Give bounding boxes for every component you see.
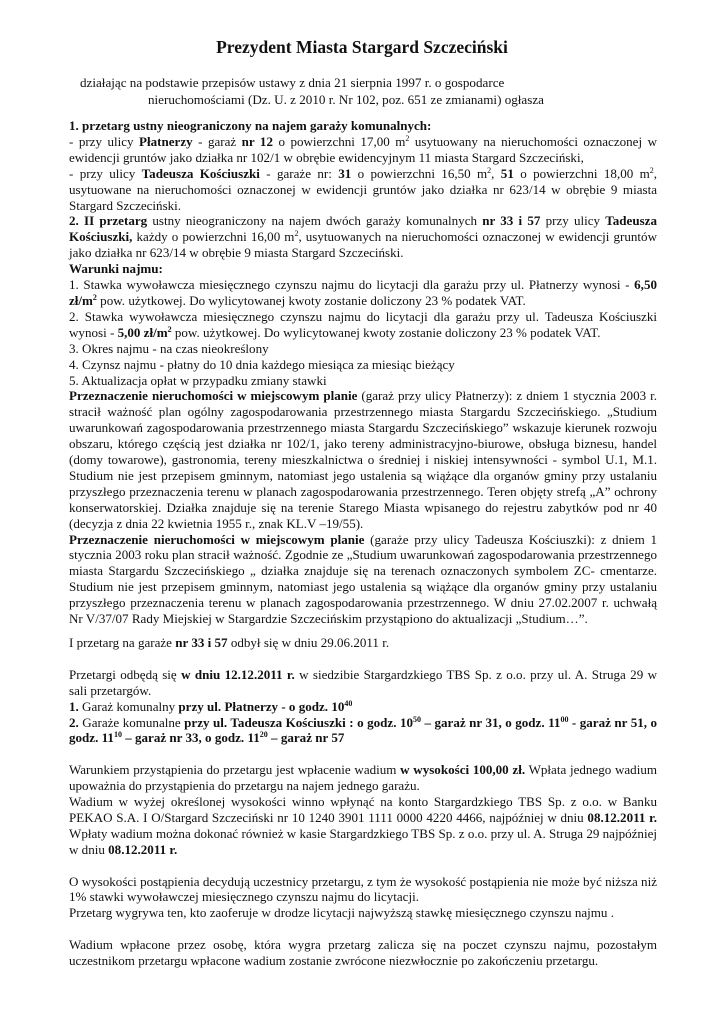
purpose-platnerzy: Przeznaczenie nieruchomości w miejscowym planie (garaż przy ulicy Płatnerzy): z dniem 1 stycznia 2003 r. stracił ważność plan ogólny zagospodarowania przestrzennego miasta Stargardu Szczecińskiego. „Studium uwarunkowań zagospodarowania przestrzennego miasta Stargardu Szczecińskiego” wskazuje kierunek rozwoju obszaru, którego częścią jest działka nr 102/1, jako tereny administracyjno-biurowe, obsługa biznesu, handel (domy towarowe), gastronomia, tereny mieszkalnictwa o średniej i niskiej intensywności - symbol U.1, M.1. Studium nie jest przepisem gminnym, natomiast jego ustalenia są wiążące dla organów gminy przy ustalaniu przyszłego przeznaczenia terenu w planach zagospodarowania przestrzennego. Teren objęty strefą „A” ochrony konserwatorskiej. Działka znajduje się na terenie Starego Miasta wpisanego do rejestru zabytków pod nr 40 (decyzja z dnia 22 kwietnia 1955 r., znak KL.V –19/55). (69, 388, 657, 531)
deposit-paragraph-1: Warunkiem przystąpienia do przetargu jest wpłacenie wadium w wysokości 100,00 zł. Wpłata jednego wadium upoważnia do przystąpienia do przetargu na najem jednego garażu. (69, 762, 657, 794)
schedule-paragraph: Przetargi odbędą się w dniu 12.12.2011 r. w siedzibie Stargardzkiego TBS Sp. z o.o. przy ul. A. Struga 29 w sali przetargów. (69, 666, 658, 698)
section-1-item-kosciuszki: - przy ulicy Tadeusza Kościuszki - garaże nr: 31 o powierzchni 16,50 $m^2$, 51 o powierzchni 18,00 $m^2$, usytuowane na nieruchomości oznaczonej w ewidencji gruntów jako działka nr 623/14 w obrębie 9 miasta Stargard Szczeciński. (69, 165, 658, 213)
condition-2: 2. Stawka wywoławcza miesięcznego czynszu najmu do licytacji dla garażu przy ul. Tadeusza Kościuszki wynosi - 5,00 $zł/m^2$ pow. użytkowej. Do wylicytowanej kwoty zostanie doliczony 23 % podatek VAT. (69, 308, 657, 340)
schedule-item-1: 1. Garaż komunalny przy ul. Płatnerzy - o godz. $10^{40}$ (69, 698, 353, 714)
first-tender-note: I przetarg na garaże nr 33 i 57 odbył się w dniu 29.06.2011 r. (69, 635, 390, 650)
document-body (69, 118, 657, 969)
intro-line-2: nieruchomościami (Dz. U. z 2010 r. Nr 102, poz. 651 ze zmianami) ogłasza (148, 92, 544, 107)
deposit-paragraph-2: Wadium w wyżej określonej wysokości winno wpłynąć na konto Stargardzkiego TBS Sp. z o.o. w Banku PEKAO S.A. I O/Stargard Szczeciński nr 10 1240 3901 1111 0000 4220 4466, najpóźniej w dniu 08.12.2011 r. Wpłaty wadium można dokonać również w kasie Stargardzkiego TBS Sp. z o.o. przy ul. A. Struga 29 najpóźniej w dniu 08.12.2011 r. (69, 794, 657, 857)
page-title: Prezydent Miasta Stargard Szczeciński (216, 37, 508, 57)
intro-paragraph (80, 74, 680, 108)
section-2-paragraph: 2. II przetarg ustny nieograniczony na najem dwóch garaży komunalnych nr 33 i 57 przy ulicy Tadeusza Kościuszki, każdy o powierzchni 16,00 $m^2$, usytuowanych na nieruchomości oznaczonej w ewidencji gruntów jako działka nr 623/14 w obrębie 9 miasta Stargard Szczeciński. (69, 213, 657, 261)
condition-3: 3. Okres najmu - na czas nieokreślony (69, 340, 269, 356)
intro-line-1: działając na podstawie przepisów ustawy z dnia 21 sierpnia 1997 r. o gospodarce (80, 75, 505, 90)
purpose-kosciuszki: Przeznaczenie nieruchomości w miejscowym planie (garaże przy ulicy Tadeusza Kościuszki): z dniem 1 stycznia 2003 roku plan stracił ważność. Zgodnie ze „Studium uwarunkowań zagospodarowania przestrzennego miasta Stargardu Szczecińskiego „ działka znajduje się na terenach oznaczonych symbolem ZC- cmentarze. Studium nie jest przepisem gminnym, natomiast jego ustalenia są wiążące dla organów gminy przy ustalaniu przyszłego przeznaczenia terenu w planach zagospodarowania przestrzennego. W dniu 27.02.2007 r. uchwałą Nr V/37/07 Rady Miejskiej w Stargardzie Szczecińskim przystąpiono do aktualizacji „Studium…”. (69, 531, 657, 627)
bidding-paragraph-2: Przetarg wygrywa ten, kto zaoferuje w drodze licytacji najwyższą stawkę miesięcznego czynszu najmu . (69, 905, 614, 921)
conditions-heading: Warunki najmu: (69, 261, 163, 277)
condition-4: 4. Czynsz najmu - płatny do 10 dnia każdego miesiąca za miesiąc bieżący (69, 356, 455, 372)
schedule-item-2: 2. Garaże komunalne przy ul. Tadeusza Kościuszki : o godz. $10^{50}$ – garaż nr 31, o godz. $11^{00}$ - garaż nr 51, o godz. $11^{10}$ – garaż nr 33, o godz. $11^{20}$ – garaż nr 57 (69, 714, 658, 746)
condition-5: 5. Aktualizacja opłat w przypadku zmiany stawki (69, 372, 327, 388)
section-1-heading: 1. przetarg ustny nieograniczony na najem garaży komunalnych: (69, 118, 432, 133)
bidding-paragraph-1: O wysokości postąpienia decydują uczestnicy przetargu, z tym że wysokość postąpienia nie może być niższa niż 1% stawki wywoławczej miesięcznego czynszu najmu do licytacji. (69, 873, 657, 905)
condition-1: 1. Stawka wywoławcza miesięcznego czynszu najmu do licytacji dla garażu przy ul. Płatnerzy wynosi - 6,50 $zł/m^2$ pow. użytkowej. Do wylicytowanej kwoty zostanie doliczony 23 % podatek VAT. (69, 277, 657, 308)
section-1-item-platnerzy: - przy ulicy Płatnerzy - garaż nr 12 o powierzchni 17,00 $m^2$ usytuowany na nieruchomości oznaczonej w ewidencji gruntów jako działka nr 102/1 w obrębie ewidencyjnym 11 miasta Stargard Szczeciński, (69, 133, 657, 165)
closing-paragraph: Wadium wpłacone przez osobę, która wygra przetarg zalicza się na poczet czynszu najmu, pozostałym uczestnikom przetargu wpłacone wadium zostanie zwrócone niezwłocznie po zakończeniu przetargu. (69, 937, 657, 969)
